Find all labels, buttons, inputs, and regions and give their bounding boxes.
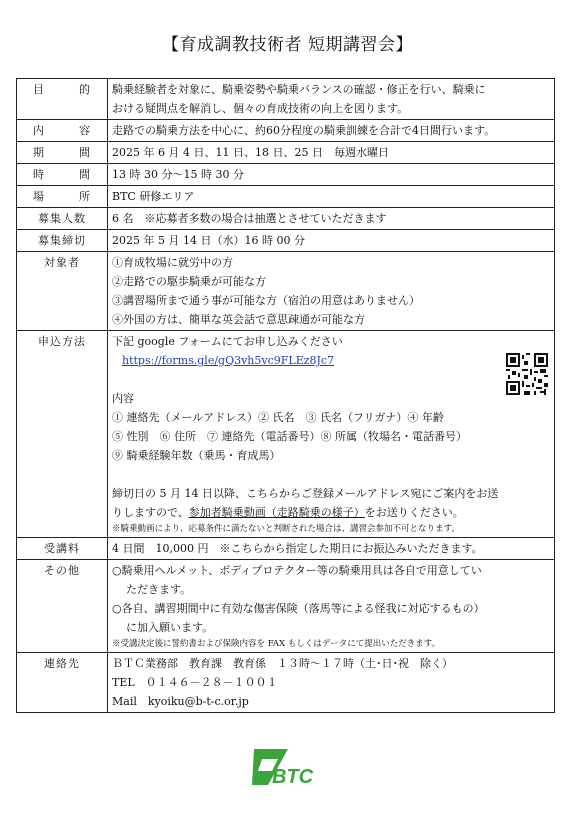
value-content: 走路での騎乗方法を中心に、約60分程度の騎乗訓練を合計で4日間行います。: [108, 120, 555, 142]
value-fee: 4 日間 10,000 円 ※こちらから指定した期日にお振込みいただきます。: [108, 538, 555, 560]
notice-text: 締切日の 5 月 14 日以降、こちらからご登録メールアドレス宛にご案内をお送: [112, 487, 499, 500]
label-period: 期間: [17, 142, 108, 164]
row-place: [17, 186, 555, 208]
list-item: ⑨ 騎乗経験年数（乗馬・育成馬）: [112, 449, 281, 462]
apply-intro: 下記 google フォームにてお申し込みください: [112, 335, 343, 348]
contact-tel: TEL ０１４６－２８－１００１: [112, 676, 278, 689]
row-contact: [17, 653, 555, 713]
value-period: 2025 年 6 月 4 日、11 日、18 日、25 日 毎週水曜日: [108, 142, 555, 164]
apply-note: ※騎乗動画により、応募条件に満たないと判断された場合は、講習会参加不可となります。: [112, 524, 460, 534]
video-note: 参加者騎乗動画（走路騎乗の様子）: [188, 506, 365, 519]
other-note: ※受講決定後に誓約書および保険内容を FAX もしくはデータにて提出いただきます。: [112, 639, 441, 649]
label-place: 場所: [17, 186, 108, 208]
row-deadline: [17, 230, 555, 252]
list-item: ①育成牧場に就労中の方: [112, 256, 233, 269]
value-other: ○騎乗用ヘルメット、ボディプロテクター等の騎乗用具は各自で用意してい ただきます。 ○各自、講習期間中に有効な傷害保険（落馬等による怪我に対応するもの） に加入願います。 ※受講決定後に誓約書および保険内容を FAX もしくはデータにて提出いただきます。: [108, 560, 555, 653]
contents-heading: 内容: [112, 392, 134, 405]
label-apply: 申込方法: [17, 331, 108, 538]
label-deadline: 募集締切: [17, 230, 108, 252]
contact-mail[interactable]: Mail kyoiku@b-t-c.or.jp: [112, 695, 249, 708]
contact-dept: ＢＴＣ業務部 教育課 教育係 １３時～１７時（土･日･祝 除く）: [112, 657, 453, 670]
row-content: [17, 120, 555, 142]
form-link[interactable]: https://forms.gle/gQ3vh5vc9FLEz8Jc7: [122, 354, 335, 367]
label-capacity: 募集人数: [17, 208, 108, 230]
row-apply: [17, 331, 555, 538]
btc-logo-icon: [248, 745, 328, 789]
label-content: 内容: [17, 120, 108, 142]
row-other: [17, 560, 555, 653]
list-item: ① 連絡先（メールアドレス）② 氏名 ③ 氏名（フリガナ）④ 年齢: [112, 411, 444, 424]
list-item: ○各自、講習期間中に有効な傷害保険（落馬等による怪我に対応するもの）: [112, 602, 485, 615]
label-purpose: 目的: [17, 79, 108, 120]
list-item: ④外国の方は、簡単な英会話で意思疎通が可能な方: [112, 313, 365, 326]
value-target: [108, 252, 555, 331]
logo-text: BTC: [272, 766, 314, 788]
row-period: [17, 142, 555, 164]
label-time: 時間: [17, 164, 108, 186]
row-time: [17, 164, 555, 186]
list-item: ③講習場所まで通う事が可能な方（宿泊の用意はありません）: [112, 294, 420, 307]
value-place: BTC 研修エリア: [108, 186, 555, 208]
value-purpose: 騎乗経験者を対象に、騎乗姿勢や騎乗バランスの確認・修正を行い、騎乗に おける疑問点を解消し、個々の育成技術の向上を図ります。: [108, 79, 555, 120]
page-title: 【育成調教技術者 短期講習会】: [162, 35, 413, 55]
value-deadline: 2025 年 5 月 14 日（水）16 時 00 分: [108, 230, 555, 252]
label-contact: 連絡先: [17, 653, 108, 713]
label-other: その他: [17, 560, 108, 653]
row-target: [17, 252, 555, 331]
row-capacity: [17, 208, 555, 230]
label-target: 対象者: [17, 252, 108, 331]
list-item: ⑤ 性別 ⑥ 住所 ⑦ 連絡先（電話番号）⑧ 所属（牧場名・電話番号）: [112, 430, 467, 443]
row-purpose: [17, 79, 555, 120]
value-time: 13 時 30 分～15 時 30 分: [108, 164, 555, 186]
qr-code-icon[interactable]: [506, 353, 548, 395]
list-item: ○騎乗用ヘルメット、ボディプロテクター等の騎乗用具は各自で用意してい: [112, 564, 482, 577]
list-item: ②走路での駆歩騎乗が可能な方: [112, 275, 266, 288]
value-contact: [108, 653, 555, 713]
row-fee: [17, 538, 555, 560]
value-apply: 下記 google フォームにてお申し込みください https://forms.gle/gQ3vh5vc9FLEz8Jc7 内容 ① 連絡先（メールアドレス）② 氏名 ③ 氏名（フリガナ）④ 年齢 ⑤ 性別 ⑥ 住所 ⑦ 連絡先（電話番号）⑧ 所属（牧場名・電話番号） ⑨ 騎乗経験年数（乗馬・育成馬） 締切日の 5 月 14 日以降、こちらからご登録メールアドレス宛にご案内をお送 りしますので、参加者騎乗動画（走路騎乗の様子）をお送りください。 ※騎乗動画により、応募条件に満たないと判断された場合は、講習会参加不可となります。: [108, 331, 555, 538]
value-capacity: 6 名 ※応募者多数の場合は抽選とさせていただきます: [108, 208, 555, 230]
label-fee: 受講料: [17, 538, 108, 560]
info-table: [16, 78, 555, 713]
